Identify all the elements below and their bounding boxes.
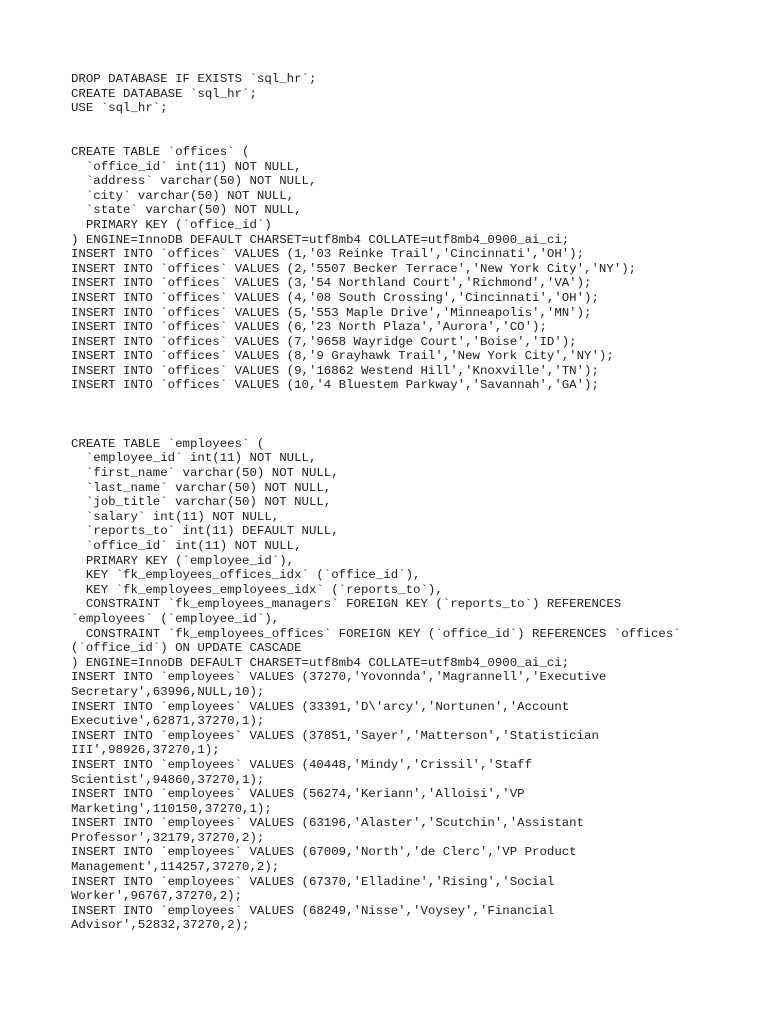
code-line: INSERT INTO `employees` VALUES (33391,'D\'arcy','Nortunen','Account: [71, 699, 570, 714]
code-line: INSERT INTO `employees` VALUES (40448,'Mindy','Crissil','Staff: [71, 757, 533, 772]
code-line: `first_name` varchar(50) NOT NULL,: [71, 466, 339, 481]
code-line: INSERT INTO `employees` VALUES (67370,'Elladine','Rising','Social: [71, 874, 555, 889]
code-line: DROP DATABASE IF EXISTS `sql_hr`;: [71, 72, 317, 86]
blank-line: [71, 116, 761, 131]
code-line: Management',114257,37270,2);: [71, 860, 280, 875]
code-line: `salary` int(11) NOT NULL,: [71, 509, 280, 524]
code-line: INSERT INTO `offices` VALUES (7,'9658 Wayridge Court','Boise','ID');: [71, 334, 577, 349]
code-line: Professor',32179,37270,2);: [71, 830, 265, 845]
code-line: ) ENGINE=InnoDB DEFAULT CHARSET=utf8mb4 COLLATE=utf8mb4_0900_ai_ci;: [71, 232, 570, 247]
sql-code-block: [71, 72, 761, 933]
code-line: (`office_id`) ON UPDATE CASCADE: [71, 641, 302, 656]
code-line: INSERT INTO `offices` VALUES (6,'23 North Plaza','Aurora','CO');: [71, 320, 547, 335]
code-line: CREATE DATABASE `sql_hr`;: [71, 86, 257, 101]
code-line: INSERT INTO `employees` VALUES (68249,'Nisse','Voysey','Financial: [71, 903, 555, 918]
code-line: `address` varchar(50) NOT NULL,: [71, 174, 317, 189]
code-line: ) ENGINE=InnoDB DEFAULT CHARSET=utf8mb4 COLLATE=utf8mb4_0900_ai_ci;: [71, 655, 570, 670]
code-line: III',98926,37270,1);: [71, 743, 220, 758]
code-line: Scientist',94860,37270,1);: [71, 772, 265, 787]
code-line: INSERT INTO `offices` VALUES (3,'54 Northland Court','Richmond','VA');: [71, 276, 592, 291]
code-line: `last_name` varchar(50) NOT NULL,: [71, 480, 332, 495]
code-line: INSERT INTO `employees` VALUES (63196,'Alaster','Scutchin','Assistant: [71, 816, 585, 831]
code-line: INSERT INTO `employees` VALUES (37851,'Sayer','Matterson','Statistician: [71, 728, 599, 743]
code-line: USE `sql_hr`;: [71, 101, 168, 116]
code-line: `employee_id` int(11) NOT NULL,: [71, 451, 317, 466]
code-line: KEY `fk_employees_offices_idx` (`office_id`),: [71, 568, 421, 583]
blank-line: [71, 393, 761, 408]
code-line: `office_id` int(11) NOT NULL,: [71, 539, 302, 553]
code-line: `city` varchar(50) NOT NULL,: [71, 188, 295, 203]
code-line: KEY `fk_employees_employees_idx` (`reports_to`),: [71, 582, 443, 597]
code-line: `employees` (`employee_id`),: [71, 611, 280, 626]
code-line: INSERT INTO `employees` VALUES (67009,'North','de Clerc','VP Product: [71, 845, 577, 860]
code-line: INSERT INTO `offices` VALUES (9,'16862 Westend Hill','Knoxville','TN');: [71, 363, 599, 378]
code-line: `job_title` varchar(50) NOT NULL,: [71, 495, 332, 510]
code-line: Worker',96767,37270,2);: [71, 889, 243, 904]
blank-line: [71, 422, 761, 437]
blank-line: [71, 408, 761, 423]
code-line: Advisor',52832,37270,2);: [71, 918, 250, 933]
code-line: `office_id` int(11) NOT NULL,: [71, 159, 302, 174]
code-line: Executive',62871,37270,1);: [71, 714, 265, 729]
code-line: PRIMARY KEY (`office_id`): [71, 217, 272, 232]
code-line: INSERT INTO `offices` VALUES (4,'08 South Crossing','Cincinnati','OH');: [71, 290, 599, 305]
code-line: CONSTRAINT `fk_employees_offices` FOREIGN KEY (`office_id`) REFERENCES `offices`: [71, 626, 681, 641]
code-line: INSERT INTO `employees` VALUES (56274,'Keriann','Alloisi','VP: [71, 787, 525, 802]
code-line: `state` varchar(50) NOT NULL,: [71, 203, 302, 218]
code-line: INSERT INTO `offices` VALUES (10,'4 Bluestem Parkway','Savannah','GA');: [71, 378, 599, 393]
code-line: INSERT INTO `offices` VALUES (1,'03 Reinke Trail','Cincinnati','OH');: [71, 247, 585, 262]
blank-line: [71, 130, 761, 145]
code-line: CREATE TABLE `employees` (: [71, 436, 265, 451]
code-line: INSERT INTO `offices` VALUES (5,'553 Maple Drive','Minneapolis','MN');: [71, 305, 592, 320]
code-line: PRIMARY KEY (`employee_id`),: [71, 553, 295, 568]
code-line: INSERT INTO `offices` VALUES (2,'5507 Becker Terrace','New York City','NY');: [71, 261, 637, 276]
code-line: Secretary',63996,NULL,10);: [71, 684, 265, 699]
code-line: CREATE TABLE `offices` (: [71, 144, 250, 159]
code-line: CONSTRAINT `fk_employees_managers` FOREIGN KEY (`reports_to`) REFERENCES: [71, 597, 622, 612]
code-line: INSERT INTO `employees` VALUES (37270,'Yovonnda','Magrannell','Executive: [71, 670, 607, 685]
code-line: `reports_to` int(11) DEFAULT NULL,: [71, 524, 339, 539]
code-line: Marketing',110150,37270,1);: [71, 801, 272, 816]
code-line: INSERT INTO `offices` VALUES (8,'9 Grayhawk Trail','New York City','NY');: [71, 349, 614, 364]
